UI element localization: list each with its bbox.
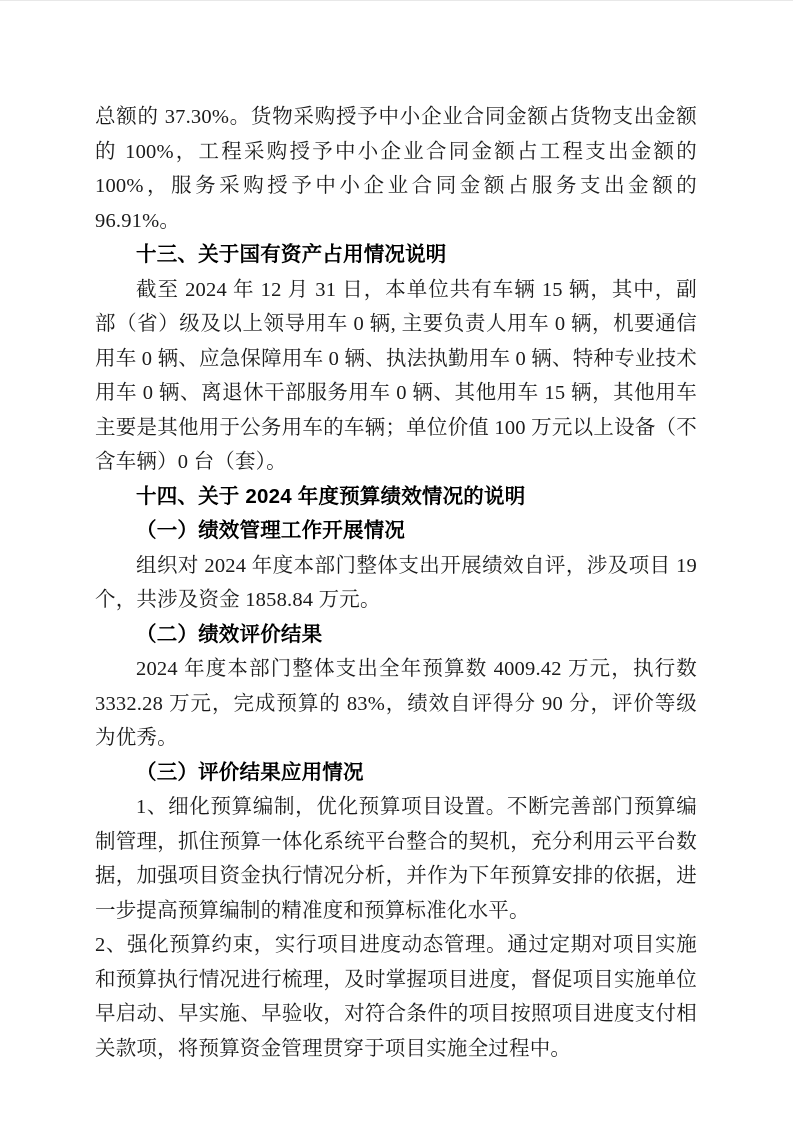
paragraph-procurement-continued: 总额的 37.30%。货物采购授予中小企业合同金额占货物支出金额的 100%，工程采购授予中小企业合同金额占工程支出金额的 100%，服务采购授予中小企业合同金额占服务支出金额的 96.91%。 bbox=[95, 106, 697, 232]
paragraph-self-evaluation-scope: 组织对 2024 年度本部门整体支出开展绩效自评，涉及项目 19 个，共涉及资金 1858.84 万元。 bbox=[95, 554, 697, 611]
paragraph-measure-1-budget-preparation: 1、细化预算编制，优化预算项目设置。不断完善部门预算编制管理，抓住预算一体化系统平台整合的契机，充分利用云平台数据，加强项目资金执行情况分析，并作为下年预算安排的依据，进一步提高预算编制的精准度和预算标准化水平。 bbox=[95, 796, 697, 922]
paragraph-measure-2-budget-constraint: 2、强化预算约束，实行项目进度动态管理。通过定期对项目实施和预算执行情况进行梳理，及时掌握项目进度，督促项目实施单位早启动、早实施、早验收，对符合条件的项目按照项目进度支付相关款项，将预算资金管理贯穿于项目实施全过程中。 bbox=[95, 934, 697, 1060]
heading-section-13-state-assets: 十三、关于国有资产占用情况说明 bbox=[136, 243, 447, 266]
paragraph-budget-execution-figures: 2024 年度本部门整体支出全年预算数 4009.42 万元，执行数 3332.28 万元，完成预算的 83%，绩效自评得分 90 分，评价等级为优秀。 bbox=[95, 658, 697, 749]
subheading-result-application: （三）评价结果应用情况 bbox=[136, 760, 364, 784]
heading-section-14-budget-performance: 十四、关于 2024 年度预算绩效情况的说明 bbox=[136, 484, 526, 508]
subheading-performance-management-work: （一）绩效管理工作开展情况 bbox=[136, 519, 406, 542]
subheading-evaluation-results: （二）绩效评价结果 bbox=[136, 622, 323, 646]
paragraph-state-assets-vehicles: 截至 2024 年 12 月 31 日，本单位共有车辆 15 辆，其中，副部（省）级及以上领导用车 0 辆, 主要负责人用车 0 辆，机要通信用车 0 辆、应急保障用车 0 辆、执法执勤用车 0 辆、特种专业技术用车 0 辆、离退休干部服务用车 0 辆、其他用车 15 辆，其他用车主要是其他用于公务用车的车辆；单位价值 100 万元以上设备（不含车辆）0 台（套）。 bbox=[95, 278, 697, 473]
